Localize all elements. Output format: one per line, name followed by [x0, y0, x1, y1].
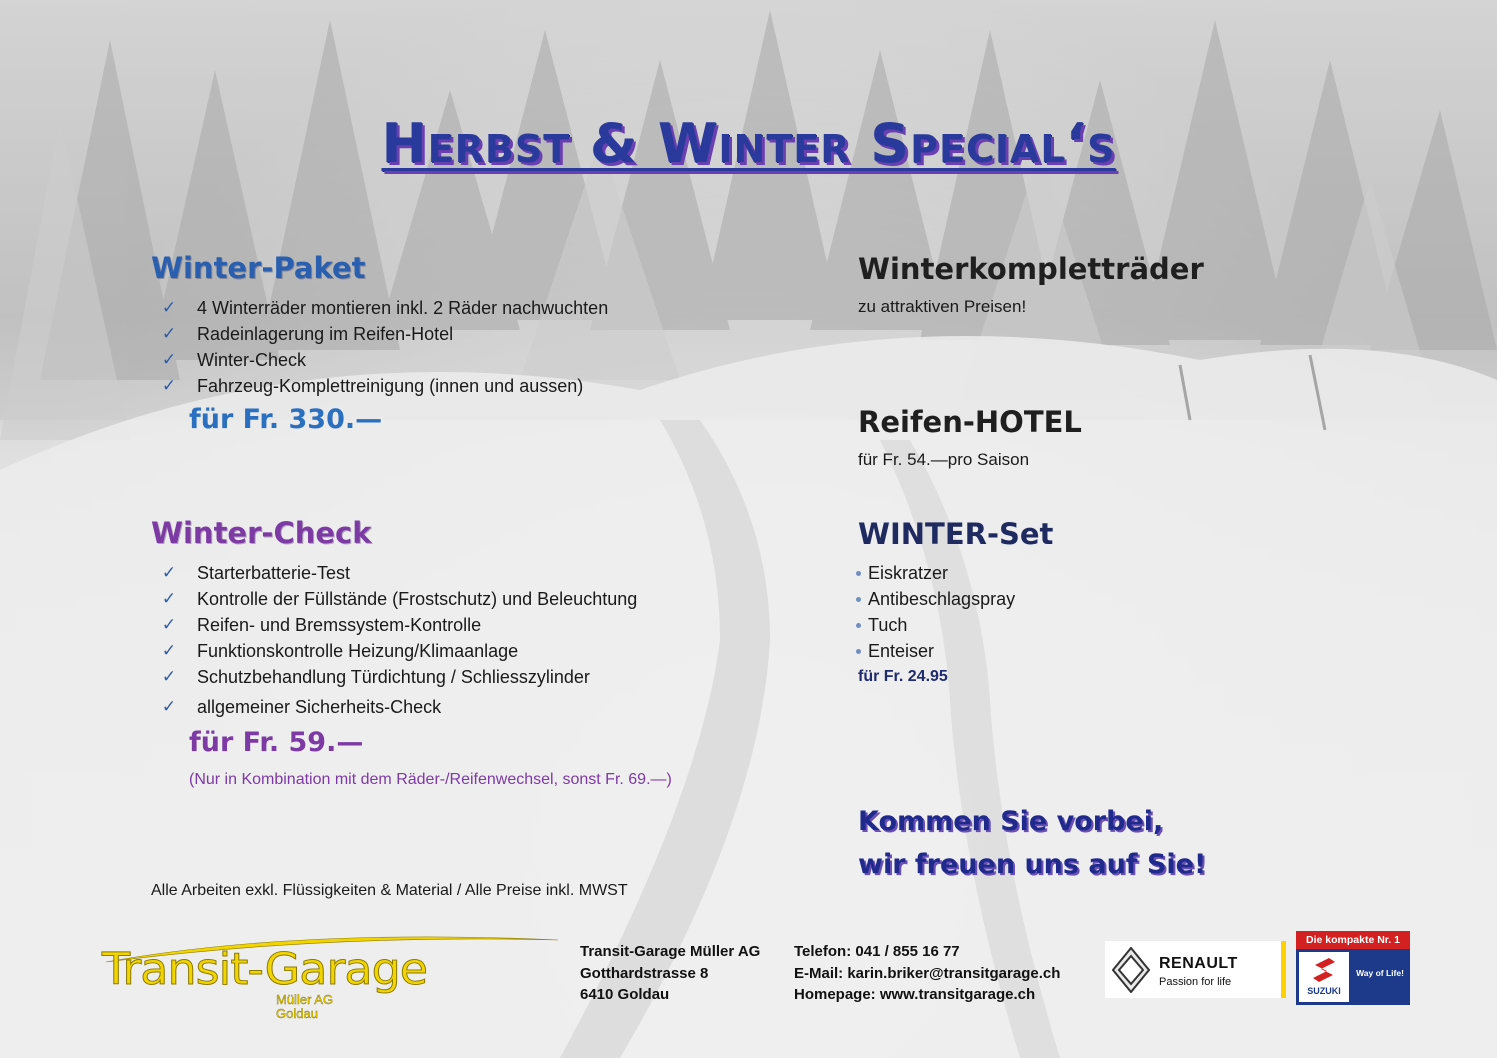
checkmark-icon: ✓ — [161, 298, 177, 317]
suzuki-slogan: Way of Life! — [1356, 968, 1404, 978]
list-item: Tuch — [856, 612, 1015, 638]
slogan-line-1: Kommen Sie vorbei, — [858, 806, 1164, 837]
suzuki-logo: Die kompakte Nr. 1 SUZUKI Way of Life! — [1296, 931, 1410, 1005]
checkmark-icon: ✓ — [161, 376, 177, 395]
komplettraeder-text: zu attraktiven Preisen! — [858, 297, 1027, 316]
list-item: ✓ Kontrolle der Füllstände (Frostschutz) und Beleuchtung — [160, 586, 637, 612]
checkmark-icon: ✓ — [161, 350, 177, 369]
list-item: Antibeschlagspray — [856, 586, 1015, 612]
list-item: ✓ Winter-Check — [160, 347, 608, 373]
logo-subline-2: Goldau — [276, 1006, 318, 1021]
checkmark-icon: ✓ — [161, 615, 177, 634]
contact-block — [794, 941, 1060, 1006]
renault-logo: RENAULT Passion for life — [1105, 941, 1286, 998]
address-line: Transit-Garage Müller AG — [580, 943, 761, 960]
logo-subline-1: Müller AG — [276, 992, 334, 1007]
list-item: ✓ 4 Winterräder montieren inkl. 2 Räder nachwuchten — [160, 295, 608, 321]
slogan-line-2: wir freuen uns auf Sie! — [858, 849, 1207, 880]
bullet-dot-icon — [856, 571, 861, 576]
winter-check-note: (Nur in Kombination mit dem Räder-/Reifenwechsel, sonst Fr. 69.—) — [189, 771, 672, 788]
checkmark-icon: ✓ — [161, 641, 177, 660]
winter-check-heading: Winter-Check — [151, 516, 372, 550]
checkmark-icon: ✓ — [161, 667, 177, 686]
komplettraeder-heading: Winterkompletträder — [858, 252, 1204, 286]
checkmark-icon: ✓ — [161, 589, 177, 608]
homepage[interactable]: Homepage: www.transitgarage.ch — [794, 986, 1036, 1003]
winter-paket-list — [160, 295, 608, 399]
phone: Telefon: 041 / 855 16 77 — [794, 943, 960, 960]
disclaimer: Alle Arbeiten exkl. Flüssigkeiten & Material / Alle Preise inkl. MWST — [151, 882, 628, 899]
address-block — [580, 941, 760, 1006]
page-title: Herbst & Winter Special‘s — [381, 112, 1116, 175]
bullet-dot-icon — [856, 597, 861, 602]
email[interactable]: E-Mail: karin.briker@transitgarage.ch — [794, 964, 1061, 982]
list-item: ✓ Funktionskontrolle Heizung/Klimaanlage — [160, 638, 637, 664]
list-item: ✓ Schutzbehandlung Türdichtung / Schliesszylinder — [160, 664, 637, 690]
winter-paket-price: für Fr. 330.— — [189, 404, 383, 435]
winter-check-list — [160, 560, 637, 720]
logo-wordmark: Transit-Garage — [102, 943, 428, 995]
list-item: ✓ Starterbatterie-Test — [160, 560, 637, 586]
winter-set-list — [856, 560, 1015, 664]
renault-diamond-icon — [1112, 947, 1150, 993]
list-item: ✓ Reifen- und Bremssystem-Kontrolle — [160, 612, 637, 638]
checkmark-icon: ✓ — [161, 697, 177, 716]
winter-set-price: für Fr. 24.95 — [858, 668, 948, 685]
reifen-hotel-text: für Fr. 54.—pro Saison — [858, 450, 1030, 469]
address-line: 6410 Goldau — [580, 986, 670, 1003]
address-line: Gotthardstrasse 8 — [580, 964, 709, 982]
checkmark-icon: ✓ — [161, 563, 177, 582]
bullet-dot-icon — [856, 623, 861, 628]
suzuki-s-icon — [1310, 956, 1338, 984]
winter-paket-heading: Winter-Paket — [151, 251, 366, 285]
checkmark-icon: ✓ — [161, 324, 177, 343]
list-item: Enteiser — [856, 638, 1015, 664]
winter-set-heading: WINTER-Set — [858, 517, 1054, 551]
slogan — [858, 800, 1206, 886]
list-item: ✓ allgemeiner Sicherheits-Check — [160, 694, 637, 720]
list-item: ✓ Fahrzeug-Komplettreinigung (innen und aussen) — [160, 373, 608, 399]
reifen-hotel-heading: Reifen-HOTEL — [858, 405, 1082, 439]
suzuki-banner: Die kompakte Nr. 1 — [1296, 931, 1410, 949]
list-item: ✓ Radeinlagerung im Reifen-Hotel — [160, 321, 608, 347]
list-item: Eiskratzer — [856, 560, 1015, 586]
transit-garage-logo — [96, 930, 561, 1025]
bullet-dot-icon — [856, 649, 861, 654]
winter-check-price: für Fr. 59.— — [189, 727, 364, 758]
